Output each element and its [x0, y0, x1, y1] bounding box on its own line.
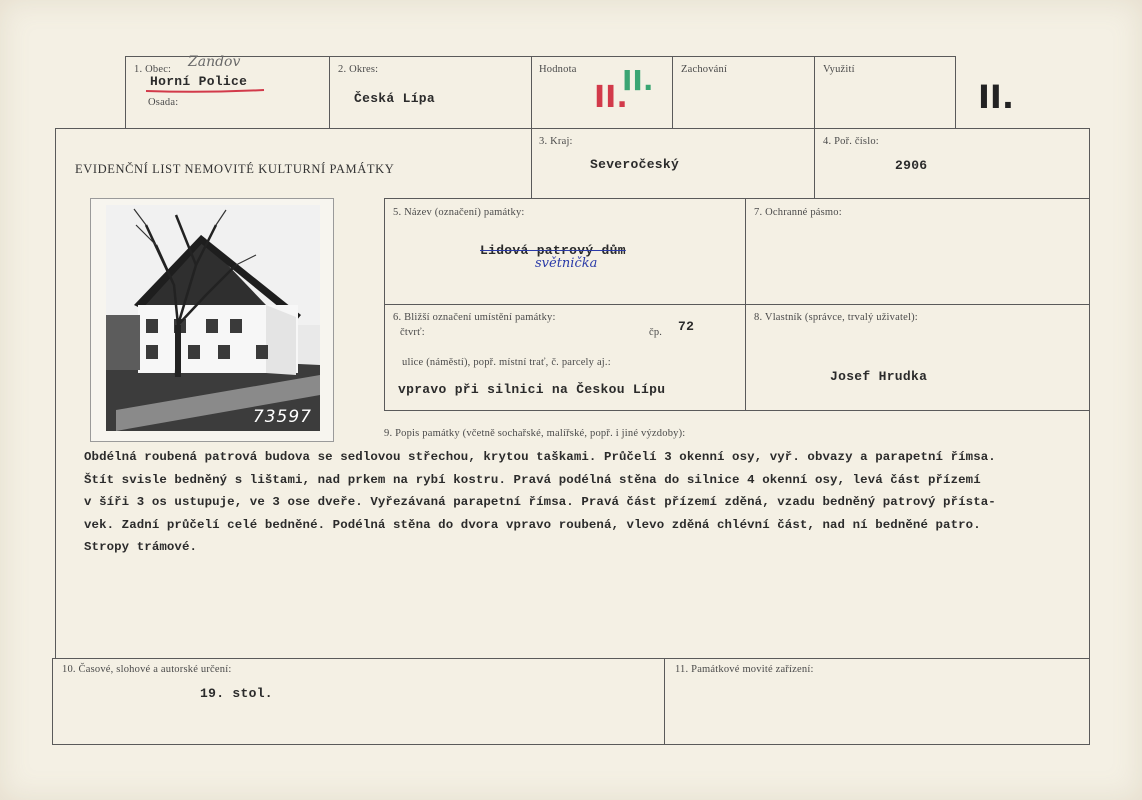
hodnota-label: Hodnota: [539, 64, 577, 75]
ulice-label: ulice (náměstí), popř. místní trať, č. parcely aj.:: [402, 357, 611, 368]
popis-label: 9. Popis památky (včetně sochařské, malířské, popř. i jiné výzdoby):: [384, 428, 686, 439]
vyuziti-label: Využití: [823, 64, 855, 75]
umisteni-label: 6. Bližší označení umístění památky:: [393, 312, 556, 323]
obec-handwritten-note: Zandov: [188, 54, 241, 70]
movite-zarizeni-label: 11. Památkové movité zařízení:: [675, 664, 814, 675]
popis-line: Štít svisle bedněný s lištami, nad prkem na rybí kostru. Pravá podélná stěna do silnice 4 okenní osy, levá část přízemí: [84, 472, 981, 487]
vyuziti-mark: II.: [978, 78, 1014, 116]
casove-urceni-value: 19. stol.: [200, 686, 273, 701]
nazev-value: Lidová patrový dům: [480, 243, 626, 258]
casove-urceni-label: 10. Časové, slohové a autorské určení:: [62, 664, 232, 675]
card-title: EVIDENČNÍ LIST NEMOVITÉ KULTURNÍ PAMÁTKY: [75, 162, 395, 176]
popis-text: [84, 446, 1054, 559]
okres-label: 2. Okres:: [338, 64, 379, 75]
popis-line: v šíři 3 os ustupuje, ve 3 ose dveře. Vyřezávaná parapetní římsa. Pravá část přízemí zděná, vzadu bedněný patrový přísta-: [84, 495, 996, 509]
popis-line: vek. Zadní průčelí celé bedněné. Podélná stěna do dvora vpravo roubená, vlevo zděná chlévní část, nad ní bedněné patro.: [84, 517, 981, 532]
kraj-label: 3. Kraj:: [539, 136, 573, 147]
por-cislo-value: 2906: [895, 158, 928, 173]
cp-value: 72: [678, 319, 695, 334]
ctvrt-label: čtvrť:: [400, 327, 425, 338]
hodnota-mark-red: II.: [594, 80, 628, 115]
hodnota-mark-green: II.: [622, 64, 654, 97]
umisteni-value: vpravo při silnici na Českou Lípu: [398, 382, 666, 397]
osada-label: Osada:: [148, 97, 179, 108]
popis-line: Stropy trámové.: [84, 540, 198, 554]
red-underline-mark: [144, 88, 268, 94]
obec-value: Horní Police: [150, 74, 248, 89]
nazev-handwritten-correction: světnička: [535, 256, 598, 271]
zachovani-label: Zachování: [681, 64, 728, 75]
cp-label: čp.: [649, 327, 663, 338]
ochranne-pasmo-label: 7. Ochranné pásmo:: [754, 207, 842, 218]
por-cislo-label: 4. Poř. číslo:: [823, 136, 879, 147]
photo-number: 73597: [252, 407, 312, 427]
monument-photo: [106, 205, 320, 431]
house-photo-drawing: [106, 205, 320, 431]
vlastnik-value: Josef Hrudka: [830, 369, 928, 384]
obec-label: 1. Obec:: [134, 64, 172, 75]
nazev-label: 5. Název (označení) památky:: [393, 207, 525, 218]
kraj-value: Severočeský: [590, 157, 680, 172]
popis-line: Obdélná roubená patrová budova se sedlovou střechou, krytou taškami. Průčelí 3 okenní osy, vyř. obvazy a parapetní římsa.: [84, 450, 996, 464]
okres-value: Česká Lípa: [354, 91, 436, 106]
vlastnik-label: 8. Vlastník (správce, trvalý uživatel):: [754, 312, 918, 323]
